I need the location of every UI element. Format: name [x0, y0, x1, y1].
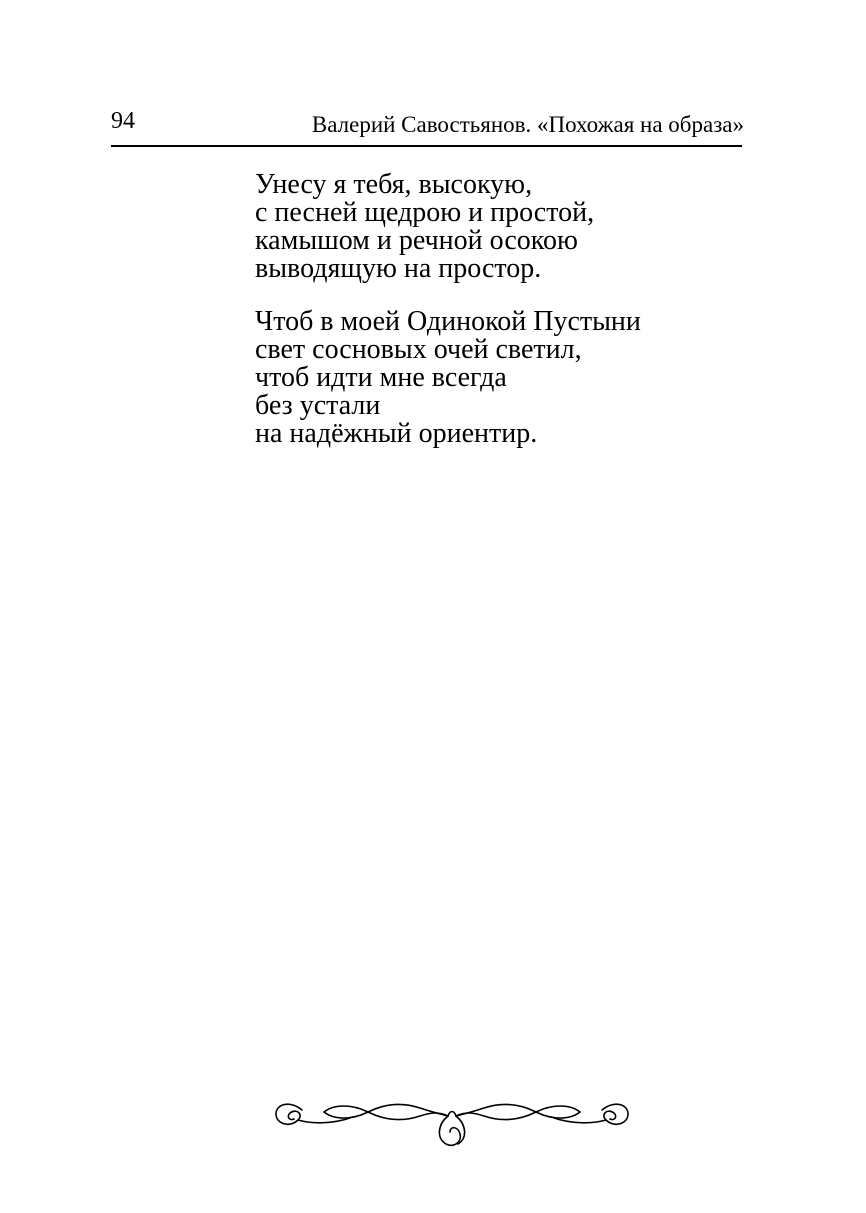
- poem-line: камышом и речной осокою: [255, 225, 578, 256]
- running-header-title: Валерий Савостьянов. «Похожая на образа»: [311, 112, 744, 137]
- poem-line: Чтоб в моей Одинокой Пустыни: [255, 306, 641, 337]
- page-number: 94: [111, 108, 135, 134]
- poem-line: выводящую на простор.: [255, 253, 542, 284]
- header-divider: [111, 145, 742, 147]
- poem-line: на надёжный ориентир.: [255, 418, 538, 449]
- stanza-1: [255, 171, 641, 283]
- poem-line: с песней щедрою и простой,: [255, 197, 595, 228]
- scroll-flourish-icon: [272, 1094, 632, 1150]
- poem-line: свет сосновых очей светил,: [255, 334, 582, 365]
- poem-line: без устали: [255, 390, 381, 421]
- poem-line: чтоб идти мне всегда: [255, 362, 507, 393]
- poem-line: Унесу я тебя, высокую,: [255, 169, 533, 200]
- stanza-2: [255, 308, 641, 448]
- poem: [255, 171, 641, 473]
